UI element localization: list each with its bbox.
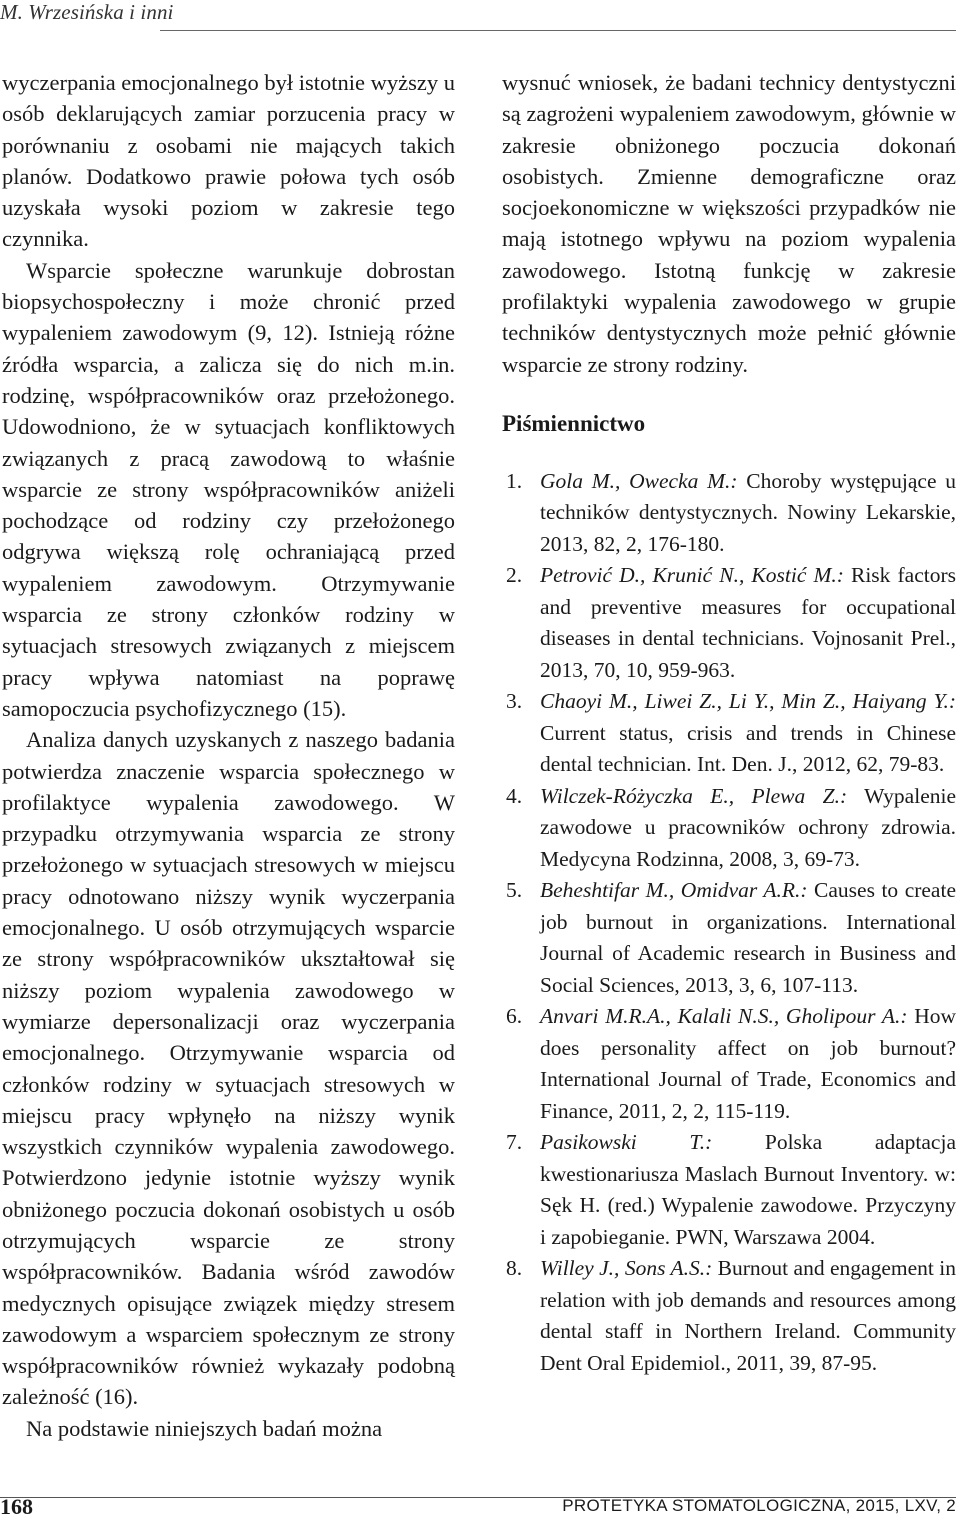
reference-authors: Beheshtifar M., Omidvar A.R.:: [540, 878, 808, 903]
reference-text: Current status, crisis and trends in Chinese dental technician. Int. Den. J., 2012, 62, 79-83.: [540, 720, 956, 777]
paragraph: wyczerpania emocjonalnego był istotnie wyższy u osób deklarujących zamiar porzucenia pracy w porównaniu z osobami nie mających takich planów. Dodatkowo prawie połowa tych osób uzyskała wysoki poziom w zakresie tego czynnika.: [2, 70, 455, 252]
reference-text: Risk factors and preventive measures for occupational diseases in dental technicians. Vojnosanit Prel., 2013, 70, 10, 959-963.: [540, 563, 956, 682]
reference-text: Choroby występujące u techników dentystycznych. Nowiny Lekarskie, 2013, 82, 2, 176-180.: [540, 468, 956, 556]
reference-number: 3.: [506, 689, 523, 714]
reference-text: Polska adaptacja kwestionariusza Maslach Burnout Inventory. w: Sęk H. (red.) Wypalenie zawodowe. Przyczyny i zapobieganie. PWN, Warszawa 2004.: [540, 1130, 956, 1249]
reference-item: [502, 1127, 956, 1253]
reference-authors: Willey J., Sons A.S.:: [540, 1256, 713, 1281]
paragraph: Na podstawie niniejszych badań można: [26, 1415, 383, 1441]
reference-number: 4.: [506, 783, 523, 808]
reference-item: [502, 1253, 956, 1379]
reference-number: 5.: [506, 878, 523, 903]
header-rule: [160, 30, 956, 31]
right-column: [502, 67, 956, 1379]
reference-item: [502, 875, 956, 1001]
page-number: 168: [0, 1494, 33, 1519]
reference-number: 7.: [506, 1130, 523, 1155]
reference-authors: Anvari M.R.A., Kalali N.S., Gholipour A.:: [540, 1004, 908, 1029]
paragraph: Wsparcie społeczne warunkuje dobrostan biopsychospołeczny i może chronić przed wypaleniem zawodowym (9, 12). Istnieją różne źródła wsparcia, a zalicza się do nich m.in. rodzinę, współpracowników oraz przełożonego. Udowodniono, że w sytuacjach konfliktowych związanych z pracą zawodową to właśnie wsparcie ze strony współpracowników aniżeli pochodzące od rodziny czy przełożonego odgrywa większą rolę ochraniającą przed wypaleniem zawodowym. Otrzymywanie wsparcia ze strony członków rodziny w sytuacjach stresowych związanych z miejscem pracy wpływa natomiast na poprawę samopoczucia psychofizycznego (15).: [2, 257, 455, 721]
reference-authors: Wilczek-Różyczka E., Plewa Z.:: [540, 783, 848, 808]
paragraph: Analiza danych uzyskanych z naszego badania potwierdza znaczenie wsparcia społecznego w profilaktyce wypalenia zawodowego. W przypadku otrzymywania wsparcia ze strony przełożonego w sytuacjach stresowych w miejscu pracy odnotowano niższy wynik wyczerpania emocjonalnego. U osób otrzymujących wsparcie ze strony współpracowników ukształtował się niższy poziom wypalenia zawodowego w wymiarze depersonalizacji oraz wyczerpania emocjonalnego. Otrzymywanie wsparcia od członków rodziny w sytuacjach stresowych w miejscu pracy wpłynęło na niższy wynik wszystkich czynników wypalenia zawodowego. Potwierdzono jedynie istotnie wyższy wynik obniżonego poczucia dokonań osobistych u osób otrzymujących wsparcie ze strony współpracowników. Badania wśród zawodów medycznych opisujące związek między stresem zawodowym a wsparciem społecznym ze strony współpracowników również wykazały podobną zależność (16).: [2, 727, 455, 1410]
left-column: [2, 67, 455, 1444]
reference-authors: Gola M., Owecka M.:: [540, 468, 738, 493]
reference-item: [502, 466, 956, 561]
reference-authors: Chaoyi M., Liwei Z., Li Y., Min Z., Haiyang Y.:: [540, 689, 956, 714]
journal-footer: PROTETYKA STOMATOLOGICZNA, 2015, LXV, 2: [562, 1496, 956, 1515]
reference-text: How does personality affect on job burnout? International Journal of Trade, Economics and Finance, 2011, 2, 2, 115-119.: [540, 1004, 956, 1123]
references-list: [502, 466, 956, 1380]
reference-text: Causes to create job burnout in organizations. International Journal of Academic research in Business and Social Sciences, 2013, 3, 6, 107-113.: [540, 878, 956, 997]
reference-number: 8.: [506, 1256, 523, 1281]
reference-authors: Petrović D., Krunić N., Kostić M.:: [540, 563, 844, 588]
reference-text: Burnout and engagement in relation with job demands and resources among dental staff in Northern Ireland. Community Dent Oral Epidemiol., 2011, 39, 87-95.: [540, 1256, 956, 1375]
reference-authors: Pasikowski T.:: [540, 1130, 713, 1155]
paragraph: wysnuć wniosek, że badani technicy dentystyczni są zagrożeni wypaleniem zawodowym, głównie w zakresie obniżonego poczucia dokonań osobistych. Zmienne demograficzne oraz socjoekonomiczne w większości przypadków nie mają istotnego wpływu na poziom wypalenia zawodowego. Istotną funkcję w zakresie profilaktyki wypalenia zawodowego w grupie techników dentystycznych może pełnić głównie wsparcie ze strony rodziny.: [502, 70, 956, 377]
reference-item: [502, 560, 956, 686]
reference-number: 2.: [506, 563, 523, 588]
reference-text: Wypalenie zawodowe u pracowników ochrony zdrowia. Medycyna Rodzinna, 2008, 3, 69-73.: [540, 783, 956, 871]
reference-item: [502, 686, 956, 781]
reference-number: 6.: [506, 1004, 523, 1029]
references-heading: Piśmiennictwo: [502, 410, 646, 436]
reference-item: [502, 781, 956, 876]
reference-number: 1.: [506, 468, 523, 493]
running-head: M. Wrzesińska i inni: [0, 0, 174, 24]
reference-item: [502, 1001, 956, 1127]
